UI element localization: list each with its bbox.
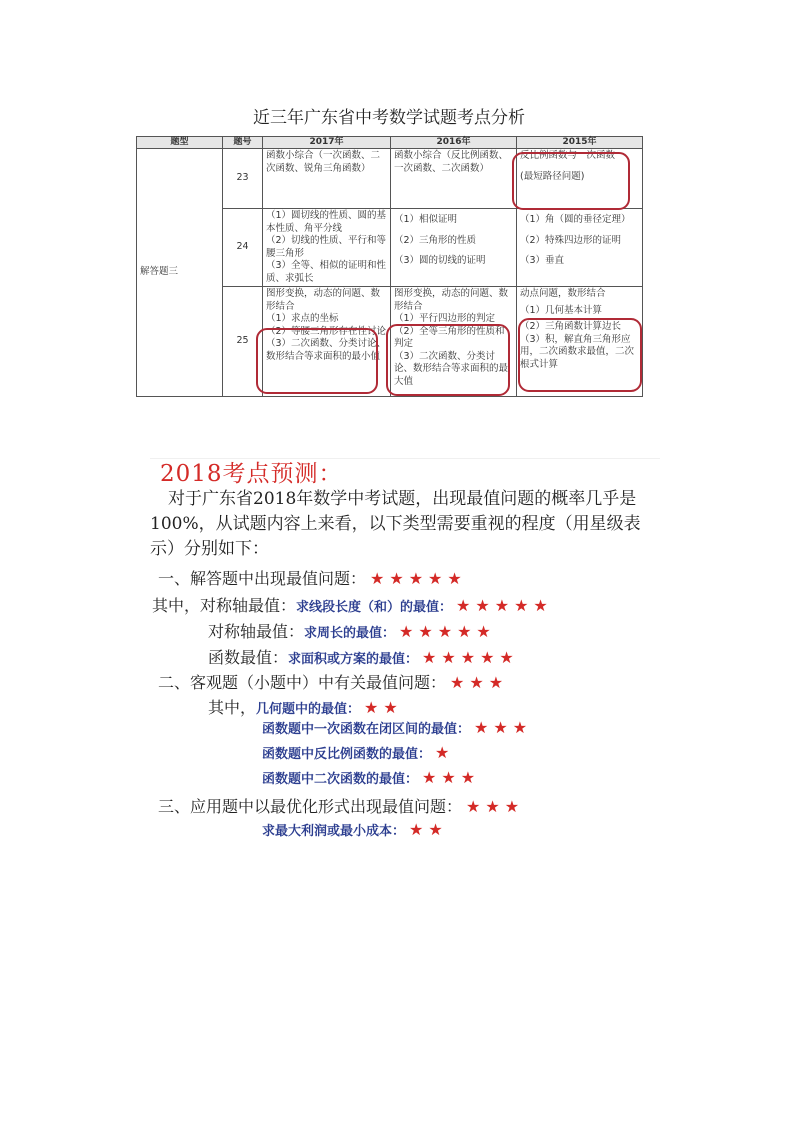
- header-2016: 2016年: [391, 137, 517, 149]
- cell-text: （1）相似证明: [394, 214, 458, 225]
- cell-text: （3）二次函数、分类讨论、数形结合等求面积的最大值: [394, 350, 509, 387]
- star-rating: ★★★: [474, 718, 533, 737]
- star-rating: ★★: [364, 698, 403, 717]
- cell-text: （3）圆的切线的证明: [394, 255, 486, 266]
- item-label: 其中，: [208, 698, 257, 717]
- prediction-intro: 对于广东省2018年数学中考试题，出现最值问题的概率几乎是100%，从试题内容上来看，以下类型需要重视的程度（用星级表示）分别如下：: [150, 489, 641, 559]
- cell-text: （3）积，解直角三角形应用，二次函数求最值，二次根式计算: [520, 333, 635, 370]
- item-label: 一、解答题中出现最值问题：: [158, 569, 367, 588]
- list-item: [262, 768, 480, 787]
- item-sub-label: 求最大利润或最小成本：: [262, 824, 406, 839]
- table-title: 近三年广东省中考数学试题考点分析: [253, 108, 525, 128]
- cell-text: （2）切线的性质、平行和等腰三角形: [266, 235, 387, 259]
- header-type: 题型: [137, 137, 223, 149]
- cell-text: （2）特殊四边形的证明: [520, 234, 622, 246]
- cell-text: 图形变换，动态的问题、数形结合: [394, 288, 509, 312]
- cell-text: 反比例函数与一次函数: [520, 150, 616, 161]
- exam-analysis-table-image: [136, 100, 642, 402]
- highlight-circle-2017-q25: [256, 328, 378, 394]
- star-rating: ★★★★★: [456, 596, 553, 615]
- item-sub-label: 函数题中一次函数在闭区间的最值：: [262, 722, 471, 737]
- question-number: 23: [223, 149, 263, 209]
- list-item: [262, 718, 532, 737]
- cell-text: 图形变换，动态的问题、数形结合: [266, 288, 381, 312]
- cell-text: 函数小综合（一次函数、二次函数、锐角三角函数）: [266, 150, 381, 174]
- cell-text: （2）三角形的性质: [394, 234, 477, 246]
- list-item: [208, 695, 403, 718]
- cell-text: （2）三角函数计算边长: [520, 321, 622, 332]
- star-rating: ★★★: [422, 768, 481, 787]
- cell-text: （3）全等、相似的证明和性质、求弧长: [266, 260, 387, 284]
- cell-text: （3）垂直: [520, 255, 565, 266]
- cell-2017: [263, 209, 391, 287]
- header-number: 题号: [223, 137, 263, 149]
- item-label: 二、客观题（小题中）中有关最值问题：: [158, 673, 447, 692]
- cell-text: (最短路径问题): [520, 170, 585, 182]
- item-sub-label: 求线段长度（和）的最值：: [296, 600, 453, 615]
- cell-text: （1）圆切线的性质、圆的基本性质、角平分线: [266, 210, 387, 234]
- cell-text: （1）平行四边形的判定: [394, 313, 496, 324]
- list-item: [208, 645, 519, 668]
- cell-text: （1）几何基本计算: [520, 304, 603, 316]
- star-rating: ★★★: [466, 797, 525, 816]
- list-item: [152, 593, 553, 616]
- cell-text: （3）二次函数、分类讨论、数形结合等求面积的最小值: [266, 338, 387, 362]
- star-rating: ★★★★★: [370, 569, 467, 588]
- item-sub-label: 几何题中的最值：: [256, 702, 361, 717]
- item-label: 三、应用题中以最优化形式出现最值问题：: [158, 797, 463, 816]
- highlight-circle-2016-q25: [386, 324, 510, 396]
- item-label: 对称轴最值：: [208, 622, 305, 641]
- cell-text: 动点问题，数形结合: [520, 288, 606, 299]
- question-number: 24: [223, 209, 263, 287]
- star-rating: ★★★★★: [422, 648, 519, 667]
- list-item: [208, 619, 496, 642]
- star-rating: ★★: [409, 820, 448, 839]
- highlight-circle-2015-q25: [518, 318, 642, 392]
- cell-2017: [263, 149, 391, 209]
- list-item: [158, 670, 508, 693]
- highlight-circle-2015-q23: [512, 152, 630, 210]
- header-2015: 2015年: [517, 137, 643, 149]
- list-item: [262, 820, 448, 839]
- list-item: [262, 743, 454, 762]
- cell-text: 函数小综合（反比例函数、一次函数、二次函数）: [394, 150, 509, 174]
- prediction-title: 2018考点预测：: [160, 461, 343, 487]
- star-rating: ★★★: [450, 673, 509, 692]
- cell-text: （1）角（圆的垂径定理）: [520, 214, 631, 225]
- cell-2016: [391, 149, 517, 209]
- cell-2016: [391, 209, 517, 287]
- table-header-row: [137, 137, 643, 149]
- list-item: [158, 794, 524, 817]
- cell-text: （2）等腰三角形存在性讨论: [266, 325, 387, 337]
- cell-text: （1）求点的坐标: [266, 313, 339, 324]
- cell-2015: [517, 209, 643, 287]
- question-type-cell: 解答题三: [137, 149, 223, 397]
- item-label: 函数最值：: [208, 648, 289, 667]
- list-item: [158, 566, 467, 589]
- header-2017: 2017年: [263, 137, 391, 149]
- star-rating: ★: [435, 743, 455, 762]
- item-sub-label: 函数题中二次函数的最值：: [262, 772, 419, 787]
- item-sub-label: 求面积或方案的最值：: [288, 652, 419, 667]
- cell-text: （2）全等三角形的性质和判定: [394, 325, 505, 349]
- question-number: 25: [223, 287, 263, 397]
- item-sub-label: 函数题中反比例函数的最值：: [262, 747, 432, 762]
- star-rating: ★★★★★: [399, 622, 496, 641]
- item-sub-label: 求周长的最值：: [304, 626, 396, 641]
- item-label: 其中，对称轴最值：: [152, 596, 297, 615]
